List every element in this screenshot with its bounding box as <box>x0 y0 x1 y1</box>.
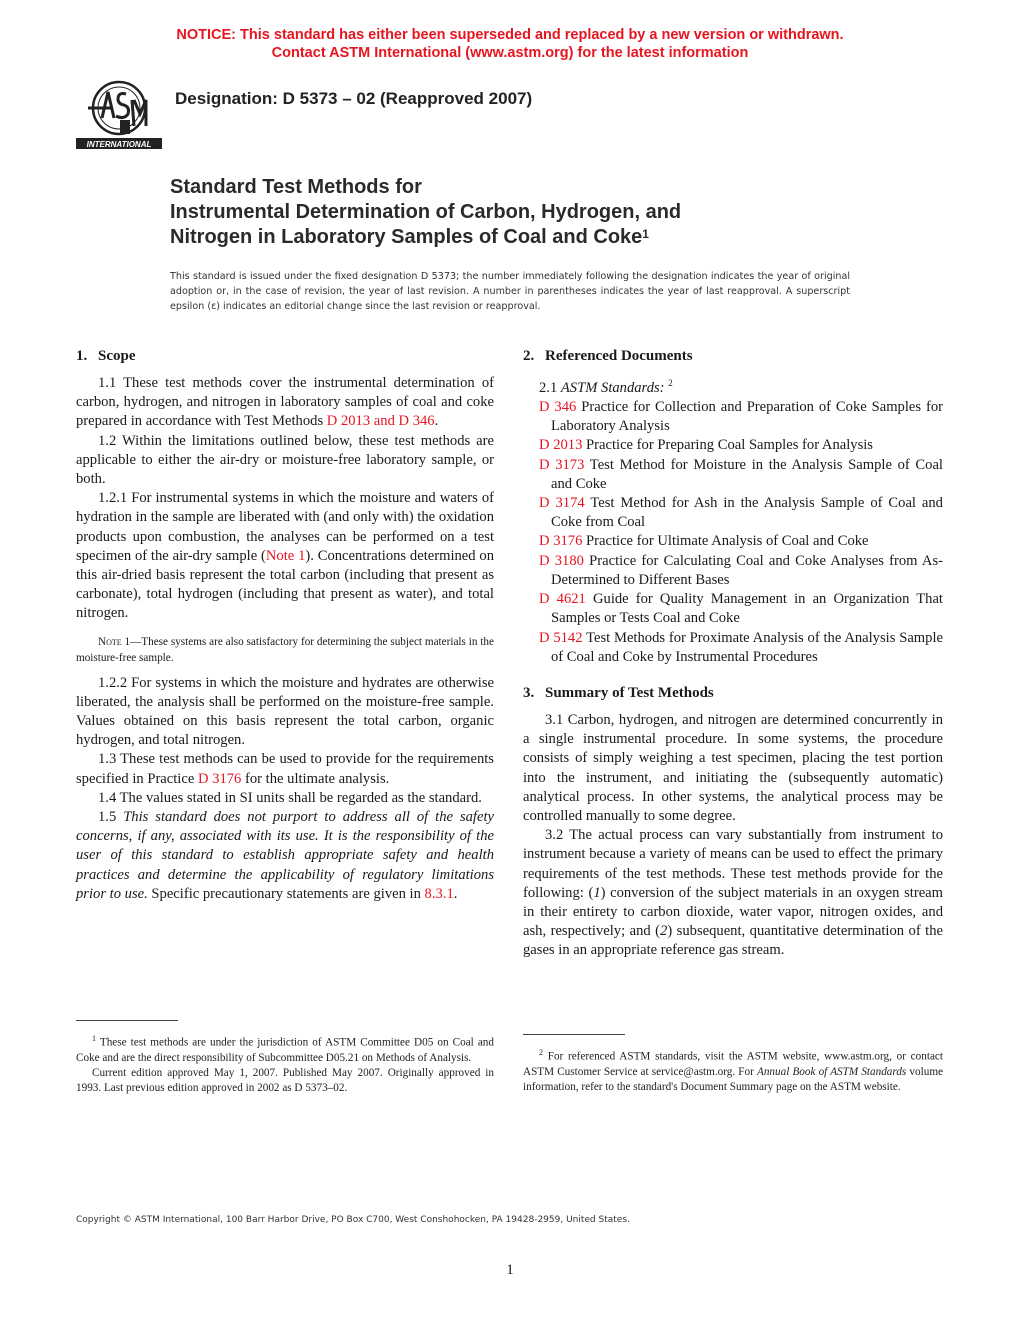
referenced-document-item <box>523 532 943 551</box>
title-line-3-text: Nitrogen in Laboratory Samples of Coal and Coke <box>170 226 643 248</box>
footnote-rule <box>76 1020 178 1021</box>
notice-line-2: Contact ASTM International (www.astm.org) for the latest information <box>271 45 749 61</box>
notice-line-1: NOTICE: This standard has either been superseded and replaced by a new version or withdrawn. <box>176 27 844 43</box>
referenced-document-title: Practice for Collection and Preparation of Coke Samples for Laboratory Analysis <box>551 399 943 435</box>
logo-wordmark: INTERNATIONAL <box>86 140 152 149</box>
referenced-document-item <box>523 494 943 532</box>
referenced-document-item <box>523 629 943 667</box>
section-heading-scope: 1. Scope <box>76 348 136 364</box>
referenced-document-title: Test Methods for Proximate Analysis of the Analysis Sample of Coal and Coke by Instrumental Procedures <box>551 629 943 665</box>
copyright: Copyright © ASTM International, 100 Barr Harbor Drive, PO Box C700, West Conshohocken, PA 19428-2959, United States. <box>76 1215 630 1225</box>
referenced-documents-list <box>523 398 943 667</box>
para-1-1: 1.1 These test methods cover the instrumental determination of carbon, hydrogen, and nitrogen in laboratory samples of coal and coke prepared in accordance with Test Methods D 2013 and D 346. <box>76 375 494 430</box>
title-footnote-mark: 1 <box>642 227 649 241</box>
referenced-document-link[interactable]: D 3174 <box>539 495 585 512</box>
referenced-document-title: Test Method for Ash in the Analysis Sample of Coal and Coke from Coal <box>551 495 943 531</box>
referenced-document-title: Test Method for Moisture in the Analysis Sample of Coal and Coke <box>551 456 943 492</box>
document-title <box>170 175 681 250</box>
referenced-document-link[interactable]: D 2013 <box>539 437 583 454</box>
para-3-1: 3.1 Carbon, hydrogen, and nitrogen are determined concurrently in a single instrumental procedure. In some systems, the procedure consists of simply weighing a test specimen, placing the test portion into the instrument, and initiating the (subsequently automatic) analytical process. In other systems, the analytical process may be controlled manually to some degree. <box>523 711 943 824</box>
referenced-document-title: Practice for Preparing Coal Samples for Analysis <box>582 437 873 454</box>
astm-emblem-icon <box>74 78 164 152</box>
referenced-document-link[interactable]: D 3180 <box>539 552 584 569</box>
issuance-statement: This standard is issued under the fixed designation D 5373; the number immediately following the designation indicates the year of original adoption or, in the case of revision, the year of last revision. A number in parentheses indicates the year of last reapproval. A superscript epsilon (ε) indicates an editorial change since the last revision or reapproval. <box>170 271 850 312</box>
para-3-2: 3.2 The actual process can vary substantially from instrument to instrument because a variety of means can be used to effect the primary requirements of the test methods. These test methods provide for the following: (1) conversion of the subject materials in an oxygen stream in their entirety to carbon dioxide, water vapor, nitrogen oxides, and ash, respectively; and (2) subsequent, quantitative determination of the gases in an appropriate reference gas stream. <box>523 827 943 959</box>
section-heading-summary: 3. Summary of Test Methods <box>523 684 714 701</box>
link-d2013-d346[interactable]: D 2013 and D 346 <box>326 413 435 430</box>
title-line-2: Instrumental Determination of Carbon, Hydrogen, and <box>170 201 682 223</box>
title-line-1: Standard Test Methods for <box>170 176 422 198</box>
link-d3176[interactable]: D 3176 <box>197 770 242 787</box>
referenced-document-title: Practice for Ultimate Analysis of Coal and Coke <box>582 533 869 550</box>
footnote-rule <box>523 1034 625 1035</box>
referenced-document-link[interactable]: D 4621 <box>539 591 586 608</box>
referenced-document-link[interactable]: D 3173 <box>539 456 585 473</box>
link-8-3-1[interactable]: 8.3.1 <box>424 885 454 902</box>
note-1: Note 1—These systems are also satisfactory for determining the subject materials in the moisture-free sample. <box>76 635 494 664</box>
footnotes-left <box>76 1020 494 1096</box>
para-1-2-1: 1.2.1 For instrumental systems in which the moisture and waters of hydration in the sample are liberated with (and only with) the oxidation products upon combustion, the analyses can be performed on a test specimen of the air-dry sample (Note 1). Concentrations determined on this air-dried basis represent the total carbon (including that present as carbonate), total hydrogen (including that present as water), and total nitrogen. <box>76 490 494 622</box>
referenced-document-item <box>523 590 943 628</box>
footnote-1-edition: Current edition approved May 1, 2007. Published May 2007. Originally approved in 1993. Last previous edition approved in 2002 as D 5373–02. <box>76 1066 494 1094</box>
footnote-2: $^2$ For referenced ASTM standards, visit the ASTM website, www.astm.org, or contact ASTM Customer Service at service@astm.org. For Annual Book of ASTM Standards volume information, refer to the standard's Document Summary page on the ASTM website. <box>523 1048 943 1093</box>
referenced-document-title: Practice for Calculating Coal and Coke Analyses from As-Determined to Different Bases <box>551 552 943 588</box>
referenced-document-item <box>523 456 943 494</box>
left-column <box>76 346 494 904</box>
para-1-5: 1.5 This standard does not purport to address all of the safety concerns, if any, associated with its use. It is the responsibility of the user of this standard to establish appropriate safety and health practices and determine the applicability of regulatory limitations prior to use. Specific precautionary statements are given in 8.3.1. <box>76 809 494 902</box>
designation: Designation: D 5373 – 02 (Reapproved 2007) <box>175 89 533 108</box>
para-1-3: 1.3 These test methods can be used to provide for the requirements specified in Practice D 3176 for the ultimate analysis. <box>76 751 494 787</box>
footnote-1: $^1$ These test methods are under the jurisdiction of ASTM Committee D05 on Coal and Coke and are the direct responsibility of Subcommittee D05.21 on Methods of Analysis. <box>76 1034 494 1064</box>
para-1-4: 1.4 The values stated in SI units shall be regarded as the standard. <box>98 789 482 806</box>
link-note-1[interactable]: Note 1 <box>265 547 306 564</box>
section-heading-referenced-documents: 2. Referenced Documents <box>523 348 693 364</box>
astm-logo-icon <box>74 78 164 152</box>
referenced-document-link[interactable]: D 5142 <box>539 629 583 646</box>
page-number: 1 <box>506 1262 514 1278</box>
footnotes-right <box>523 1034 943 1095</box>
title-line-3 <box>170 225 681 250</box>
referenced-document-link[interactable]: D 3176 <box>539 533 583 550</box>
withdrawal-notice <box>0 26 1020 62</box>
referenced-document-title: Guide for Quality Management in an Organization That Samples or Tests Coal and Coke <box>551 591 943 627</box>
para-2-1: 2.1 ASTM Standards: $^2$ <box>539 378 673 396</box>
referenced-document-item <box>523 552 943 590</box>
referenced-document-link[interactable]: D 346 <box>539 399 577 416</box>
referenced-document-item <box>523 436 943 455</box>
para-1-2-2: 1.2.2 For systems in which the moisture and hydrates are otherwise liberated, the analysis shall be performed on the moisture-free sample. Values obtained on this basis represent the total carbon, organic hydrogen, and total nitrogen. <box>76 674 494 749</box>
para-1-2: 1.2 Within the limitations outlined below, these test methods are applicable to either the air-dry or moisture-free laboratory sample, or both. <box>76 432 494 488</box>
right-column <box>523 346 943 961</box>
referenced-document-item <box>523 398 943 436</box>
